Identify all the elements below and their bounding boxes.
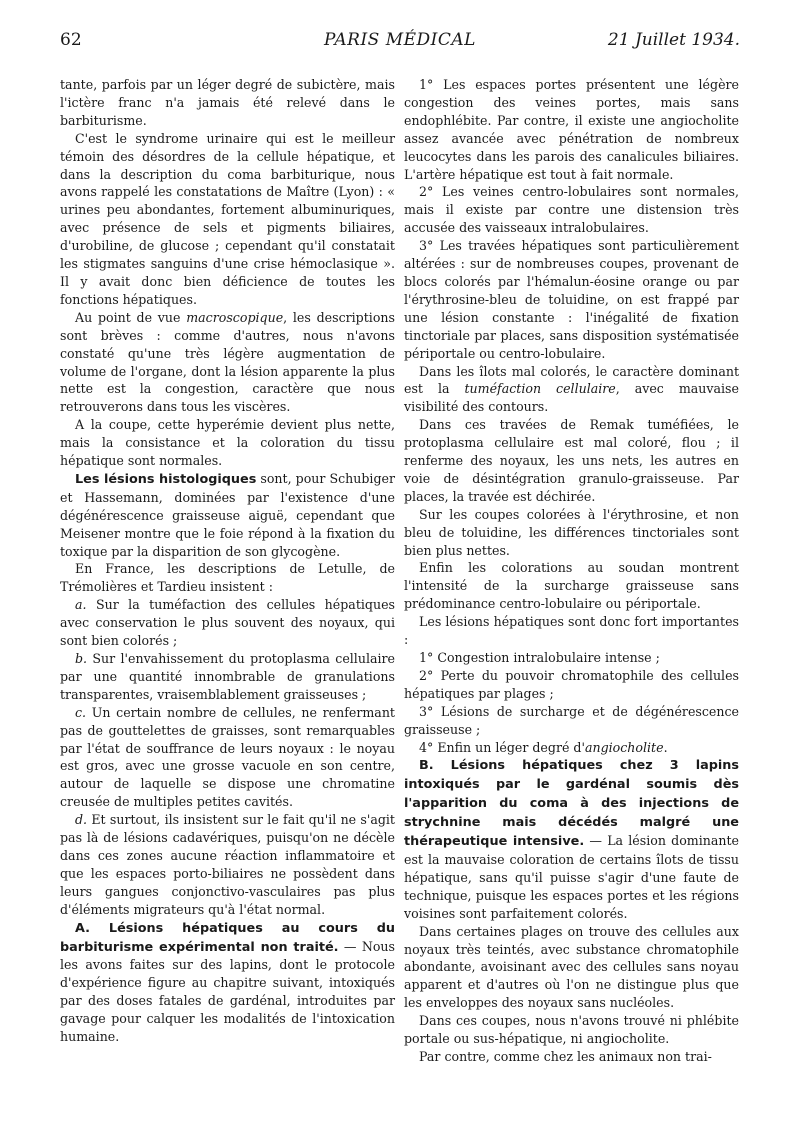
paragraph-text: 2° Les veines centro-lobulaires sont normales, mais il existe par contre une distension très accusée des vaisseaux intralobulaires. bbox=[404, 184, 739, 236]
italic-text: macroscopique bbox=[186, 309, 284, 325]
paragraph-text: 3° Les travées hépatiques sont particulièrement altérées : sur de nombreuses coupes, provenant de blocs colorés par l'hémalun-éosine orange ou par l'érythrosine-bleu de toluidine, on est frappé par une lésion constante : l'inégalité de fixation tinctoriale par places, sans disposition systématisée périportale ou centro-lobulaire. bbox=[404, 238, 739, 361]
paragraph bbox=[404, 237, 739, 362]
italic-text: c. bbox=[75, 704, 87, 720]
paragraph bbox=[404, 1048, 739, 1066]
paragraph-text: Dans ces travées de Remak tuméfiées, le protoplasma cellulaire est mal coloré, flou ; il renferme des noyaux, les uns nets, les autres en voie de désintégration granulo-graisseuse. Par places, la travée est déchirée. bbox=[404, 417, 739, 504]
paragraph bbox=[60, 596, 395, 650]
paragraph-text: tante, parfois par un léger degré de subictère, mais l'ictère franc n'a jamais été relevé dans le barbiturisme. bbox=[60, 77, 395, 128]
paragraph-text: Par contre, comme chez les animaux non trai- bbox=[419, 1048, 712, 1064]
paragraph bbox=[404, 667, 739, 703]
italic-text: a. bbox=[75, 597, 87, 613]
paragraph-text: Au point de vue bbox=[75, 309, 187, 325]
paragraph bbox=[60, 130, 395, 309]
paragraph-text: 2° Perte du pouvoir chromatophile des cellules hépatiques par plages ; bbox=[404, 667, 739, 701]
paragraph-text: 1° Les espaces portes présentent une légère congestion des veines portes, mais sans endophlébite. Par contre, il existe une angiocholite assez avancée avec pénétration de nombreux leucocytes dans les parois des canalicules biliaires. L'artère hépatique est tout à fait normale. bbox=[404, 77, 739, 182]
bold-heading: B. Lésions hépatiques chez 3 lapins intoxiqués par le gardénal soumis dès l'apparition du coma à des injections de strychnine mais décédés malgré une thérapeutique intensive. bbox=[404, 758, 739, 850]
paragraph-text: Et surtout, ils insistent sur le fait qu'il ne s'agit pas là de lésions cadavériques, puisqu'on ne décèle dans ces zones aucune réaction inflammatoire et que les espaces porto-biliaires ne possèdent dans leurs gangues conjonctivo-vasculaires pas plus d'éléments migrateurs qu'à l'état normal. bbox=[60, 812, 395, 917]
paragraph bbox=[60, 919, 395, 1046]
italic-text: angiocholite bbox=[584, 739, 664, 755]
paragraph-text: . bbox=[663, 739, 668, 755]
page-number: 62 bbox=[60, 30, 82, 50]
italic-text: tuméfaction cellulaire bbox=[464, 381, 616, 397]
paragraph-text: Dans ces coupes, nous n'avons trouvé ni phlébite portale ou sus-hépatique, ni angiocholite. bbox=[404, 1013, 739, 1047]
paragraph bbox=[404, 649, 739, 667]
paragraph bbox=[60, 76, 395, 130]
paragraph bbox=[404, 506, 739, 560]
paragraph-text: Les lésions hépatiques sont donc fort importantes : bbox=[404, 614, 739, 648]
paragraph-text: Sur l'envahissement du protoplasma cellulaire par une quantité innombrable de granulations transparentes, vraisemblablement graisseuses ; bbox=[60, 651, 395, 702]
bold-heading: A. Lésions hépatiques au cours du barbiturisme expérimental non traité. bbox=[60, 920, 395, 955]
paragraph bbox=[60, 470, 395, 561]
issue-date: 21 Juillet 1934. bbox=[607, 30, 740, 50]
paragraph-text: A la coupe, cette hyperémie devient plus nette, mais la consistance et la coloration du tissu hépatique sont normales. bbox=[60, 417, 395, 469]
paragraph bbox=[404, 756, 739, 922]
paragraph bbox=[60, 811, 395, 918]
paragraph bbox=[60, 704, 395, 811]
paragraph bbox=[404, 1012, 739, 1048]
paragraph-text: Enfin les colorations au soudan montrent l'intensité de la surcharge graisseuse sans prédominance centro-lobulaire ou périportale. bbox=[404, 560, 739, 612]
paragraph bbox=[404, 739, 739, 757]
paragraph bbox=[404, 613, 739, 649]
right-column bbox=[404, 76, 739, 1066]
paragraph-text: — La lésion dominante est la mauvaise coloration de certains îlots de tissu hépatique, sans qu'il puisse s'agir d'une faute de technique, puisque les espaces portes et les régions voisines sont parfaitement colorés. bbox=[404, 833, 739, 921]
paragraph-text: — Nous les avons faites sur des lapins, dont le protocole d'expérience figure au chapitre suivant, intoxiqués par des doses fatales de gardénal, introduites par gavage pour calquer les modalités de l'intoxication humaine. bbox=[60, 938, 395, 1045]
running-header bbox=[60, 30, 740, 60]
italic-text: d. bbox=[75, 812, 88, 828]
paragraph-text: En France, les descriptions de Letulle, de Trémolières et Tardieu insistent : bbox=[60, 561, 395, 595]
paragraph bbox=[60, 309, 395, 416]
paragraph bbox=[404, 363, 739, 417]
paragraph-text: sont, pour Schubiger et Hassemann, dominées par l'existence d'une dégénérescence graisseuse aiguë, cependant que Meisener montre que le foie répond à la fixation du toxique par la disparition de son glycogène. bbox=[60, 470, 395, 559]
paragraph bbox=[60, 560, 395, 596]
paragraph bbox=[60, 650, 395, 704]
paragraph-text: Sur la tuméfaction des cellules hépatiques avec conservation le plus souvent des noyaux, qui sont bien colorés ; bbox=[60, 597, 395, 649]
paragraph bbox=[404, 76, 739, 183]
paragraph bbox=[404, 183, 739, 237]
paragraph bbox=[60, 416, 395, 470]
journal-title: PARIS MÉDICAL bbox=[324, 30, 476, 50]
paragraph-text: 4° Enfin un léger degré d' bbox=[419, 739, 585, 755]
bold-heading: Les lésions histologiques bbox=[75, 471, 257, 487]
paragraph bbox=[404, 923, 739, 1013]
paragraph-text: Un certain nombre de cellules, ne renfermant pas de gouttelettes de graisses, sont remarquables par l'état de souffrance de leurs noyaux : le noyau est gros, avec une grosse vacuole en son centre, autour de laquelle se dispose une chromatine creusée de multiples petites cavités. bbox=[60, 704, 395, 810]
paragraph-text: 3° Lésions de surcharge et de dégénérescence graisseuse ; bbox=[404, 703, 739, 737]
paragraph bbox=[404, 559, 739, 613]
paragraph-text: 1° Congestion intralobulaire intense ; bbox=[419, 650, 660, 665]
paragraph-text: Dans les îlots mal colorés, le caractère dominant est la bbox=[404, 363, 739, 397]
paragraph-text: C'est le syndrome urinaire qui est le meilleur témoin des désordres de la cellule hépatique, et dans la description du coma barbiturique, nous avons rappelé les constatations de Maître (Lyon) : « urines peu abondantes, fortement albuminuriques, avec présence de sels et pigments biliaires, d'urobiline, de glucose ; cependant qu'il constatait les stigmates sanguins d'une crise hémoclasique ». Il y avait donc bien déficience de toutes les fonctions hépatiques. bbox=[60, 130, 395, 307]
left-column bbox=[60, 76, 395, 1046]
paragraph-text: , les descriptions sont brèves : comme d'autres, nous n'avons constaté qu'une très légère augmentation de volume de l'organe, dont la lésion apparente la plus nette est la congestion, caractère que nous retrouverons dans tous les viscères. bbox=[60, 309, 395, 415]
paragraph-text: , avec mauvaise visibilité des contours. bbox=[404, 381, 739, 415]
paragraph bbox=[404, 416, 739, 506]
paragraph-text: Dans certaines plages on trouve des cellules aux noyaux très teintés, avec substance chromatophile abondante, avoisinant avec des cellules sans noyau apparent et d'autres où l'on ne distingue plus que les enveloppes des noyaux sans nucléoles. bbox=[404, 923, 739, 1011]
paragraph-text: Sur les coupes colorées à l'érythrosine, et non bleu de toluidine, les différences tinctoriales sont bien plus nettes. bbox=[404, 506, 739, 558]
paragraph bbox=[404, 703, 739, 739]
italic-text: b. bbox=[75, 651, 88, 666]
